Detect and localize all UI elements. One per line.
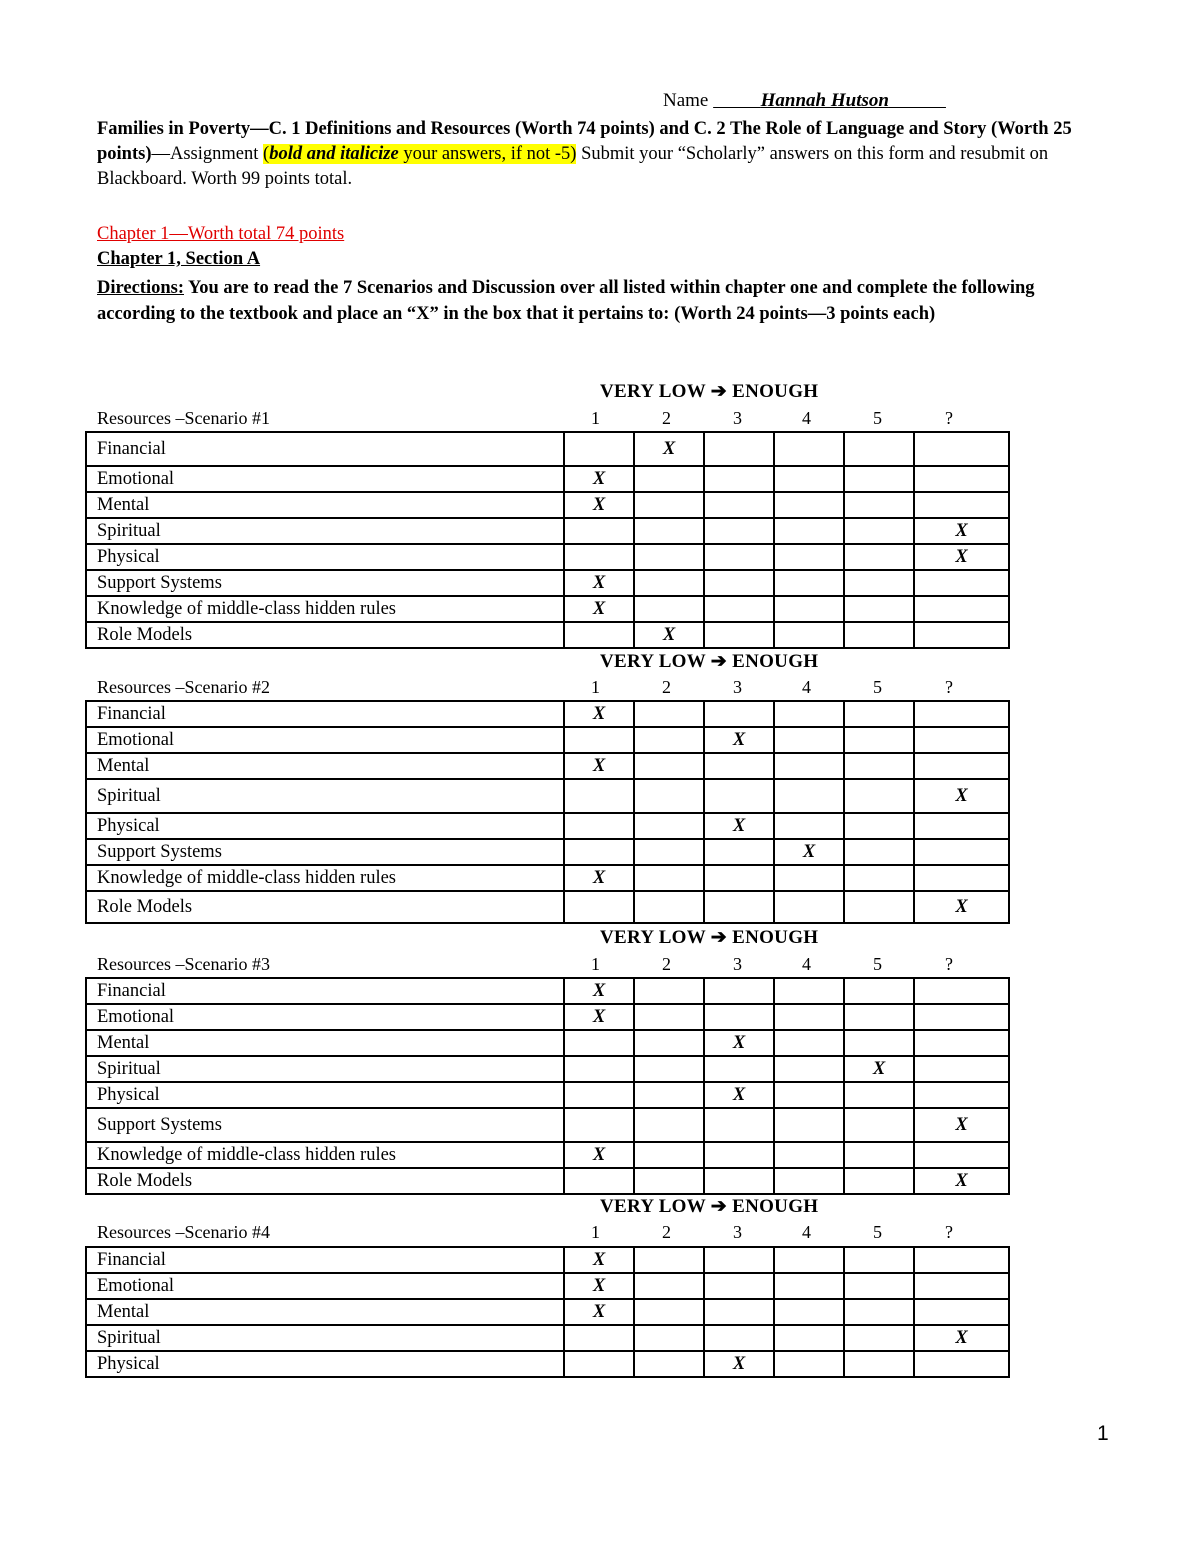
rating-cell[interactable] bbox=[564, 839, 634, 865]
table-row bbox=[86, 813, 1009, 839]
resource-label: Emotional bbox=[86, 1004, 564, 1030]
scenario-title: Resources –Scenario #4 bbox=[97, 1222, 270, 1242]
resource-label: Knowledge of middle-class hidden rules bbox=[86, 596, 564, 622]
rating-cell[interactable] bbox=[774, 865, 844, 891]
rating-cell[interactable] bbox=[634, 1168, 704, 1194]
table-row bbox=[86, 1273, 1009, 1299]
rating-cell[interactable] bbox=[914, 1142, 1009, 1168]
table-row bbox=[86, 779, 1009, 813]
scale-column-label: 3 bbox=[733, 1222, 742, 1242]
rating-cell[interactable] bbox=[774, 1030, 844, 1056]
rating-mark[interactable]: X bbox=[844, 1056, 914, 1082]
resource-label: Physical bbox=[86, 1082, 564, 1108]
scale-column-label: ? bbox=[945, 1222, 953, 1242]
rating-mark[interactable]: X bbox=[704, 1082, 774, 1108]
rating-cell[interactable] bbox=[704, 518, 774, 544]
table-row bbox=[86, 753, 1009, 779]
rating-cell[interactable] bbox=[914, 727, 1009, 753]
resource-label: Spiritual bbox=[86, 1325, 564, 1351]
rating-cell[interactable] bbox=[564, 622, 634, 648]
scale-column-label: 4 bbox=[802, 677, 811, 697]
rating-cell[interactable] bbox=[774, 701, 844, 727]
rating-cell[interactable] bbox=[774, 753, 844, 779]
rating-cell[interactable] bbox=[774, 1168, 844, 1194]
rating-cell[interactable] bbox=[914, 813, 1009, 839]
rating-cell[interactable] bbox=[634, 1351, 704, 1377]
rating-cell[interactable] bbox=[914, 1030, 1009, 1056]
rating-mark[interactable]: X bbox=[914, 544, 1009, 570]
rating-cell[interactable] bbox=[704, 865, 774, 891]
scenario-title: Resources –Scenario #1 bbox=[97, 408, 270, 428]
rating-cell[interactable] bbox=[634, 1142, 704, 1168]
rating-cell[interactable] bbox=[634, 1082, 704, 1108]
scale-column-label: 1 bbox=[591, 1222, 600, 1242]
table-row bbox=[86, 1168, 1009, 1194]
assignment-instructions: Submit your “Scholarly” answers on this form and resubmit on Blackboard. Worth 99 points total. bbox=[97, 144, 1049, 189]
rating-cell[interactable] bbox=[844, 492, 914, 518]
rating-cell[interactable] bbox=[634, 865, 704, 891]
scenario-title: Resources –Scenario #3 bbox=[97, 954, 270, 974]
rating-mark[interactable]: X bbox=[564, 1142, 634, 1168]
rating-cell[interactable] bbox=[634, 779, 704, 813]
rating-cell[interactable] bbox=[774, 727, 844, 753]
rating-cell[interactable] bbox=[704, 779, 774, 813]
rating-mark[interactable]: X bbox=[914, 779, 1009, 813]
scenario-title: Resources –Scenario #2 bbox=[97, 677, 270, 697]
rating-cell[interactable] bbox=[844, 1030, 914, 1056]
rating-cell[interactable] bbox=[774, 779, 844, 813]
rating-cell[interactable] bbox=[564, 1030, 634, 1056]
rating-mark[interactable]: X bbox=[914, 1325, 1009, 1351]
rating-cell[interactable] bbox=[844, 1082, 914, 1108]
rating-mark[interactable]: X bbox=[564, 570, 634, 596]
rating-cell[interactable] bbox=[704, 1056, 774, 1082]
rating-mark[interactable]: X bbox=[914, 1168, 1009, 1194]
rating-cell[interactable] bbox=[844, 1004, 914, 1030]
rating-cell[interactable] bbox=[914, 570, 1009, 596]
rating-cell[interactable] bbox=[704, 1299, 774, 1325]
rating-mark[interactable]: X bbox=[914, 1108, 1009, 1142]
scale-column-label: ? bbox=[945, 677, 953, 697]
section-heading: Chapter 1, Section A bbox=[97, 249, 261, 269]
table-row bbox=[86, 865, 1009, 891]
rating-cell[interactable] bbox=[704, 544, 774, 570]
table-row bbox=[86, 1030, 1009, 1056]
rating-cell[interactable] bbox=[774, 1247, 844, 1273]
rating-mark[interactable]: X bbox=[774, 839, 844, 865]
rating-mark[interactable]: X bbox=[564, 1004, 634, 1030]
rating-cell[interactable] bbox=[704, 1325, 774, 1351]
rating-cell[interactable] bbox=[774, 1056, 844, 1082]
rating-cell[interactable] bbox=[914, 865, 1009, 891]
rating-cell[interactable] bbox=[634, 1299, 704, 1325]
resource-label: Support Systems bbox=[86, 1108, 564, 1142]
resource-label: Physical bbox=[86, 1351, 564, 1377]
scale-column-label: 3 bbox=[733, 408, 742, 428]
rating-cell[interactable] bbox=[564, 1351, 634, 1377]
rating-cell[interactable] bbox=[774, 1108, 844, 1142]
rating-cell[interactable] bbox=[774, 1325, 844, 1351]
resource-label: Support Systems bbox=[86, 839, 564, 865]
rating-cell[interactable] bbox=[914, 1082, 1009, 1108]
assignment-prefix: —Assignment bbox=[151, 144, 264, 164]
table-row bbox=[86, 701, 1009, 727]
resource-label: Spiritual bbox=[86, 518, 564, 544]
rating-cell[interactable] bbox=[704, 1108, 774, 1142]
rating-cell[interactable] bbox=[704, 1168, 774, 1194]
scale-column-label: 2 bbox=[662, 1222, 671, 1242]
rating-cell[interactable] bbox=[634, 1056, 704, 1082]
resource-label: Knowledge of middle-class hidden rules bbox=[86, 865, 564, 891]
table-row bbox=[86, 1004, 1009, 1030]
rating-mark[interactable]: X bbox=[914, 891, 1009, 923]
rating-cell[interactable] bbox=[564, 518, 634, 544]
table-row bbox=[86, 1108, 1009, 1142]
scale-column-label: 5 bbox=[873, 408, 882, 428]
table-row bbox=[86, 518, 1009, 544]
rating-mark[interactable]: X bbox=[564, 596, 634, 622]
rating-cell[interactable] bbox=[704, 839, 774, 865]
rating-cell[interactable] bbox=[704, 891, 774, 923]
resources-table bbox=[85, 977, 1010, 1195]
rating-mark[interactable]: X bbox=[704, 727, 774, 753]
rating-cell[interactable] bbox=[634, 1030, 704, 1056]
rating-cell[interactable] bbox=[774, 1351, 844, 1377]
resource-label: Financial bbox=[86, 978, 564, 1004]
rating-cell[interactable] bbox=[844, 544, 914, 570]
resource-label: Knowledge of middle-class hidden rules bbox=[86, 1142, 564, 1168]
rating-mark[interactable]: X bbox=[914, 518, 1009, 544]
rating-cell[interactable] bbox=[774, 1142, 844, 1168]
rating-cell[interactable] bbox=[914, 839, 1009, 865]
rating-cell[interactable] bbox=[634, 466, 704, 492]
rating-cell[interactable] bbox=[634, 1108, 704, 1142]
rating-cell[interactable] bbox=[844, 1273, 914, 1299]
scale-heading: VERY LOW ➔ ENOUGH bbox=[600, 651, 819, 672]
rating-cell[interactable] bbox=[704, 701, 774, 727]
rating-cell[interactable] bbox=[844, 1108, 914, 1142]
table-row bbox=[86, 1082, 1009, 1108]
rating-cell[interactable] bbox=[564, 813, 634, 839]
scale-column-label: 5 bbox=[873, 954, 882, 974]
assignment-intro bbox=[97, 117, 1117, 192]
scale-column-label: 1 bbox=[591, 954, 600, 974]
directions-label: Directions: bbox=[97, 278, 184, 298]
grading-highlight: (bold and italicize your answers, if not -5) bbox=[263, 144, 577, 164]
scale-column-label: 2 bbox=[662, 408, 671, 428]
resource-label: Role Models bbox=[86, 891, 564, 923]
rating-cell[interactable] bbox=[914, 1273, 1009, 1299]
resource-label: Financial bbox=[86, 701, 564, 727]
rating-cell[interactable] bbox=[704, 466, 774, 492]
rating-cell[interactable] bbox=[844, 839, 914, 865]
scale-column-label: 2 bbox=[662, 954, 671, 974]
scale-column-label: 4 bbox=[802, 408, 811, 428]
resource-label: Mental bbox=[86, 492, 564, 518]
scale-heading: VERY LOW ➔ ENOUGH bbox=[600, 381, 819, 402]
table-row bbox=[86, 432, 1009, 466]
rating-cell[interactable] bbox=[844, 1325, 914, 1351]
rating-cell[interactable] bbox=[774, 596, 844, 622]
rating-cell[interactable] bbox=[844, 432, 914, 466]
scale-column-label: 1 bbox=[591, 408, 600, 428]
scale-column-label: 3 bbox=[733, 954, 742, 974]
rating-mark[interactable]: X bbox=[634, 432, 704, 466]
resource-label: Role Models bbox=[86, 1168, 564, 1194]
rating-cell[interactable] bbox=[564, 727, 634, 753]
rating-cell[interactable] bbox=[634, 701, 704, 727]
rating-cell[interactable] bbox=[844, 1299, 914, 1325]
directions-text: You are to read the 7 Scenarios and Discussion over all listed within chapter one and complete the following according to the textbook and place an “X” in the box that it pertains to: (Worth 24 points—3 points each) bbox=[97, 278, 1035, 324]
rating-cell[interactable] bbox=[774, 1082, 844, 1108]
rating-cell[interactable] bbox=[914, 978, 1009, 1004]
resource-label: Financial bbox=[86, 432, 564, 466]
table-row bbox=[86, 891, 1009, 923]
table-row bbox=[86, 1325, 1009, 1351]
rating-cell[interactable] bbox=[634, 1004, 704, 1030]
rating-cell[interactable] bbox=[844, 865, 914, 891]
rating-cell[interactable] bbox=[564, 891, 634, 923]
rating-cell[interactable] bbox=[704, 753, 774, 779]
rating-cell[interactable] bbox=[634, 570, 704, 596]
scale-heading: VERY LOW ➔ ENOUGH bbox=[600, 1196, 819, 1217]
rating-cell[interactable] bbox=[564, 779, 634, 813]
directions bbox=[97, 275, 1117, 327]
rating-cell[interactable] bbox=[844, 891, 914, 923]
rating-mark[interactable]: X bbox=[564, 865, 634, 891]
rating-mark[interactable]: X bbox=[564, 1273, 634, 1299]
resource-label: Mental bbox=[86, 1299, 564, 1325]
rating-cell[interactable] bbox=[634, 727, 704, 753]
scale-heading: VERY LOW ➔ ENOUGH bbox=[600, 927, 819, 948]
table-row bbox=[86, 1351, 1009, 1377]
rating-cell[interactable] bbox=[844, 1168, 914, 1194]
rating-cell[interactable] bbox=[844, 727, 914, 753]
table-row bbox=[86, 727, 1009, 753]
rating-cell[interactable] bbox=[914, 1004, 1009, 1030]
rating-cell[interactable] bbox=[564, 544, 634, 570]
resource-label: Emotional bbox=[86, 727, 564, 753]
scenario-header bbox=[97, 1222, 1002, 1244]
rating-mark[interactable]: X bbox=[564, 466, 634, 492]
assignment-title: Families in Poverty—C. 1 Definitions and Resources (Worth 74 points) and C. 2 The Role of Language and Story (Worth 25 points) bbox=[97, 119, 1072, 164]
rating-cell[interactable] bbox=[844, 1142, 914, 1168]
scenario-header bbox=[97, 954, 1002, 976]
scenario-header bbox=[97, 677, 1002, 699]
rating-cell[interactable] bbox=[774, 466, 844, 492]
rating-cell[interactable] bbox=[774, 1004, 844, 1030]
rating-cell[interactable] bbox=[564, 1108, 634, 1142]
rating-cell[interactable] bbox=[704, 492, 774, 518]
resource-label: Physical bbox=[86, 813, 564, 839]
rating-cell[interactable] bbox=[914, 432, 1009, 466]
rating-cell[interactable] bbox=[774, 544, 844, 570]
resource-label: Support Systems bbox=[86, 570, 564, 596]
table-row bbox=[86, 596, 1009, 622]
rating-cell[interactable] bbox=[844, 779, 914, 813]
rating-cell[interactable] bbox=[634, 1325, 704, 1351]
rating-cell[interactable] bbox=[774, 622, 844, 648]
scale-column-label: 2 bbox=[662, 677, 671, 697]
scale-column-label: 3 bbox=[733, 677, 742, 697]
rating-cell[interactable] bbox=[634, 544, 704, 570]
rating-mark[interactable]: X bbox=[704, 1030, 774, 1056]
rating-cell[interactable] bbox=[774, 1273, 844, 1299]
resource-label: Spiritual bbox=[86, 779, 564, 813]
resource-label: Emotional bbox=[86, 1273, 564, 1299]
rating-cell[interactable] bbox=[844, 622, 914, 648]
rating-cell[interactable] bbox=[704, 1142, 774, 1168]
resource-label: Physical bbox=[86, 544, 564, 570]
rating-cell[interactable] bbox=[704, 570, 774, 596]
rating-cell[interactable] bbox=[844, 570, 914, 596]
resources-table bbox=[85, 431, 1010, 649]
rating-cell[interactable] bbox=[634, 891, 704, 923]
rating-cell[interactable] bbox=[774, 518, 844, 544]
rating-cell[interactable] bbox=[564, 1056, 634, 1082]
scale-column-label: ? bbox=[945, 408, 953, 428]
page-number: 1 bbox=[1097, 1422, 1109, 1445]
table-row bbox=[86, 622, 1009, 648]
rating-mark[interactable]: X bbox=[564, 492, 634, 518]
table-row bbox=[86, 570, 1009, 596]
rating-mark[interactable]: X bbox=[564, 753, 634, 779]
rating-cell[interactable] bbox=[704, 1273, 774, 1299]
chapter-heading: Chapter 1—Worth total 74 points bbox=[97, 224, 345, 244]
rating-cell[interactable] bbox=[634, 596, 704, 622]
rating-cell[interactable] bbox=[844, 1247, 914, 1273]
rating-cell[interactable] bbox=[564, 1082, 634, 1108]
rating-cell[interactable] bbox=[704, 432, 774, 466]
rating-cell[interactable] bbox=[704, 1247, 774, 1273]
name-line bbox=[663, 90, 946, 112]
resources-table bbox=[85, 1246, 1010, 1378]
table-row bbox=[86, 466, 1009, 492]
table-row bbox=[86, 839, 1009, 865]
rating-cell[interactable] bbox=[704, 1004, 774, 1030]
rating-cell[interactable] bbox=[914, 492, 1009, 518]
rating-mark[interactable]: X bbox=[634, 622, 704, 648]
rating-cell[interactable] bbox=[844, 753, 914, 779]
rating-cell[interactable] bbox=[844, 518, 914, 544]
resource-label: Mental bbox=[86, 1030, 564, 1056]
rating-cell[interactable] bbox=[774, 492, 844, 518]
scale-column-label: 5 bbox=[873, 1222, 882, 1242]
rating-cell[interactable] bbox=[634, 518, 704, 544]
student-name: Hannah Hutson bbox=[760, 90, 889, 111]
scenario-header bbox=[97, 408, 1002, 430]
resource-label: Spiritual bbox=[86, 1056, 564, 1082]
rating-cell[interactable] bbox=[704, 622, 774, 648]
rating-cell[interactable] bbox=[914, 622, 1009, 648]
rating-cell[interactable] bbox=[914, 596, 1009, 622]
rating-cell[interactable] bbox=[634, 492, 704, 518]
rating-cell[interactable] bbox=[914, 753, 1009, 779]
scale-column-label: ? bbox=[945, 954, 953, 974]
resource-label: Role Models bbox=[86, 622, 564, 648]
rating-mark[interactable]: X bbox=[704, 1351, 774, 1377]
scale-column-label: 5 bbox=[873, 677, 882, 697]
scale-column-label: 4 bbox=[802, 1222, 811, 1242]
scale-column-label: 1 bbox=[591, 677, 600, 697]
rating-cell[interactable] bbox=[704, 596, 774, 622]
rating-cell[interactable] bbox=[844, 701, 914, 727]
rating-mark[interactable]: X bbox=[704, 813, 774, 839]
rating-cell[interactable] bbox=[844, 978, 914, 1004]
rating-cell[interactable] bbox=[914, 701, 1009, 727]
rating-cell[interactable] bbox=[634, 1247, 704, 1273]
resource-label: Emotional bbox=[86, 466, 564, 492]
rating-cell[interactable] bbox=[774, 1299, 844, 1325]
rating-cell[interactable] bbox=[774, 432, 844, 466]
table-row bbox=[86, 1299, 1009, 1325]
rating-cell[interactable] bbox=[774, 891, 844, 923]
rating-cell[interactable] bbox=[844, 813, 914, 839]
rating-cell[interactable] bbox=[774, 978, 844, 1004]
rating-cell[interactable] bbox=[634, 978, 704, 1004]
rating-cell[interactable] bbox=[634, 753, 704, 779]
resource-label: Financial bbox=[86, 1247, 564, 1273]
rating-cell[interactable] bbox=[844, 466, 914, 492]
table-row bbox=[86, 544, 1009, 570]
rating-mark[interactable]: X bbox=[564, 1247, 634, 1273]
rating-cell[interactable] bbox=[564, 432, 634, 466]
rating-cell[interactable] bbox=[914, 1247, 1009, 1273]
rating-cell[interactable] bbox=[914, 1299, 1009, 1325]
rating-cell[interactable] bbox=[844, 596, 914, 622]
rating-cell[interactable] bbox=[774, 813, 844, 839]
scale-column-label: 4 bbox=[802, 954, 811, 974]
rating-cell[interactable] bbox=[564, 1168, 634, 1194]
resources-table bbox=[85, 700, 1010, 924]
rating-cell[interactable] bbox=[564, 1325, 634, 1351]
rating-cell[interactable] bbox=[844, 1351, 914, 1377]
table-row bbox=[86, 492, 1009, 518]
rating-cell[interactable] bbox=[774, 570, 844, 596]
rating-cell[interactable] bbox=[914, 1056, 1009, 1082]
table-row bbox=[86, 978, 1009, 1004]
rating-cell[interactable] bbox=[634, 839, 704, 865]
rating-mark[interactable]: X bbox=[564, 701, 634, 727]
table-row bbox=[86, 1056, 1009, 1082]
rating-cell[interactable] bbox=[634, 813, 704, 839]
resource-label: Mental bbox=[86, 753, 564, 779]
rating-cell[interactable] bbox=[704, 978, 774, 1004]
rating-mark[interactable]: X bbox=[564, 1299, 634, 1325]
rating-cell[interactable] bbox=[914, 466, 1009, 492]
table-row bbox=[86, 1247, 1009, 1273]
table-row bbox=[86, 1142, 1009, 1168]
rating-cell[interactable] bbox=[914, 1351, 1009, 1377]
name-label: Name bbox=[663, 90, 709, 111]
rating-mark[interactable]: X bbox=[564, 978, 634, 1004]
rating-cell[interactable] bbox=[634, 1273, 704, 1299]
